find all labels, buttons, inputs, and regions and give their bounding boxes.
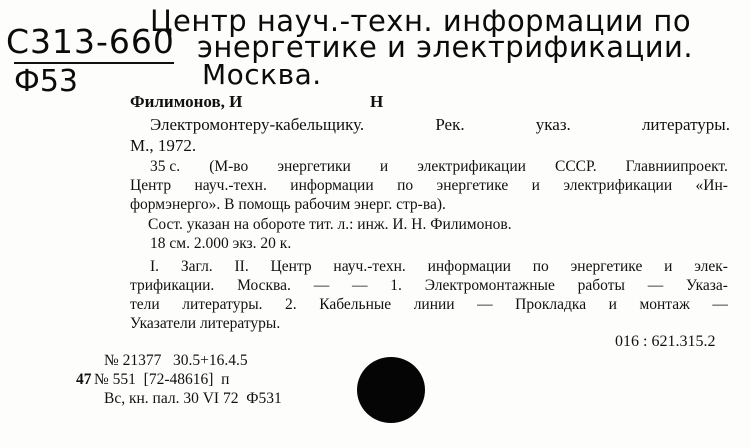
description-word: энергетики — [277, 158, 351, 175]
description-word: энергетике — [436, 177, 509, 194]
tracing-word: информации — [427, 258, 511, 275]
tracing-word: — — [313, 277, 330, 294]
description-word: и — [531, 177, 540, 194]
compiler-note: Сост. указан на обороте тит. л.: инж. И. Н. Филимонов. — [148, 216, 512, 233]
tracing-word: линии — [413, 296, 455, 313]
title-line-2: М., 1972. — [130, 136, 197, 155]
tracing-word: тели — [130, 296, 160, 313]
tracing-line-1 — [150, 258, 728, 276]
title-line-1 — [150, 115, 730, 135]
description-word: электрификации — [563, 177, 673, 194]
registration-line-1: № 21377 30.5+16.4.5 — [104, 352, 248, 369]
tracing-word: литературы. — [182, 296, 263, 313]
registration-prefix: 47 — [76, 371, 92, 388]
tracing-word: Кабельные — [319, 296, 392, 313]
author-name: Филимонов, И — [130, 92, 243, 111]
title-word: литературы. — [641, 115, 730, 134]
handwritten-heading-line-2: энергетике и электрификации. — [197, 30, 694, 64]
tracing-line-2 — [130, 277, 728, 295]
tracing-word: 1. — [390, 277, 402, 294]
description-line-1 — [150, 158, 728, 176]
udc-number: 016 : 621.315.2 — [615, 333, 716, 350]
author-initial: Н — [370, 92, 384, 111]
tracing-word: и — [664, 258, 673, 275]
tracing-word: — — [351, 277, 368, 294]
description-word: по — [397, 177, 414, 194]
description-word: «Ин- — [695, 177, 728, 194]
tracing-word: работы — [577, 277, 625, 294]
tracing-word: по — [532, 258, 549, 275]
description-word: электрификации — [417, 158, 526, 175]
tracing-word: энергетике — [570, 258, 643, 275]
handwritten-heading-line-3: Москва. — [202, 58, 322, 91]
registration-line-3: Вс, кн. пал. 30 VI 72 Ф531 — [104, 390, 282, 407]
tracing-line-3 — [130, 296, 728, 314]
description-line-2 — [130, 177, 728, 195]
description-line-3: формэнерго». В помощь рабочим энерг. стр-ва). — [130, 196, 446, 213]
tracing-line-4: Указатели литературы. — [130, 315, 281, 332]
description-word: СССР. — [555, 158, 597, 175]
description-word: информации — [290, 177, 374, 194]
size-and-print-run: 18 см. 2.000 экз. 20 к. — [150, 235, 292, 252]
description-word: Центр — [130, 177, 172, 194]
tracing-word: монтаж — [639, 296, 690, 313]
tracing-word: Прокладка — [515, 296, 587, 313]
tracing-word: II. — [234, 258, 249, 275]
description-word: науч.-техн. — [194, 177, 267, 194]
title-word: указ. — [535, 115, 571, 134]
tracing-word: Электромонтажные — [424, 277, 555, 294]
description-word: и — [379, 158, 389, 175]
tracing-word: Москва. — [237, 277, 291, 294]
tracing-word: элек- — [694, 258, 728, 275]
tracing-word: — — [647, 277, 664, 294]
shelf-mark: Ф53 — [14, 64, 78, 99]
description-word: Главниипроект. — [625, 158, 728, 175]
call-number: С313-660 — [6, 22, 175, 61]
tracing-word: Центр — [270, 258, 312, 275]
tracing-word: Указа- — [685, 277, 728, 294]
tracing-word: I. — [150, 258, 160, 275]
title-word: Рек. — [435, 115, 465, 134]
punched-hole — [357, 357, 425, 423]
tracing-word: и — [608, 296, 617, 313]
tracing-word: Загл. — [180, 258, 213, 275]
description-word: (М-во — [209, 158, 249, 175]
tracing-word: — — [712, 296, 728, 313]
registration-line-2: № 551 [72-48616] п — [94, 371, 230, 388]
description-word: 35 с. — [150, 158, 181, 175]
tracing-word: трификации. — [130, 277, 215, 294]
handwritten-heading-line-1: Центр науч.-техн. информации по — [150, 4, 692, 38]
tracing-word: — — [477, 296, 493, 313]
title-word: Электромонтеру-кабельщику. — [150, 115, 365, 134]
tracing-word: науч.-техн. — [333, 258, 406, 275]
tracing-word: 2. — [285, 296, 297, 313]
